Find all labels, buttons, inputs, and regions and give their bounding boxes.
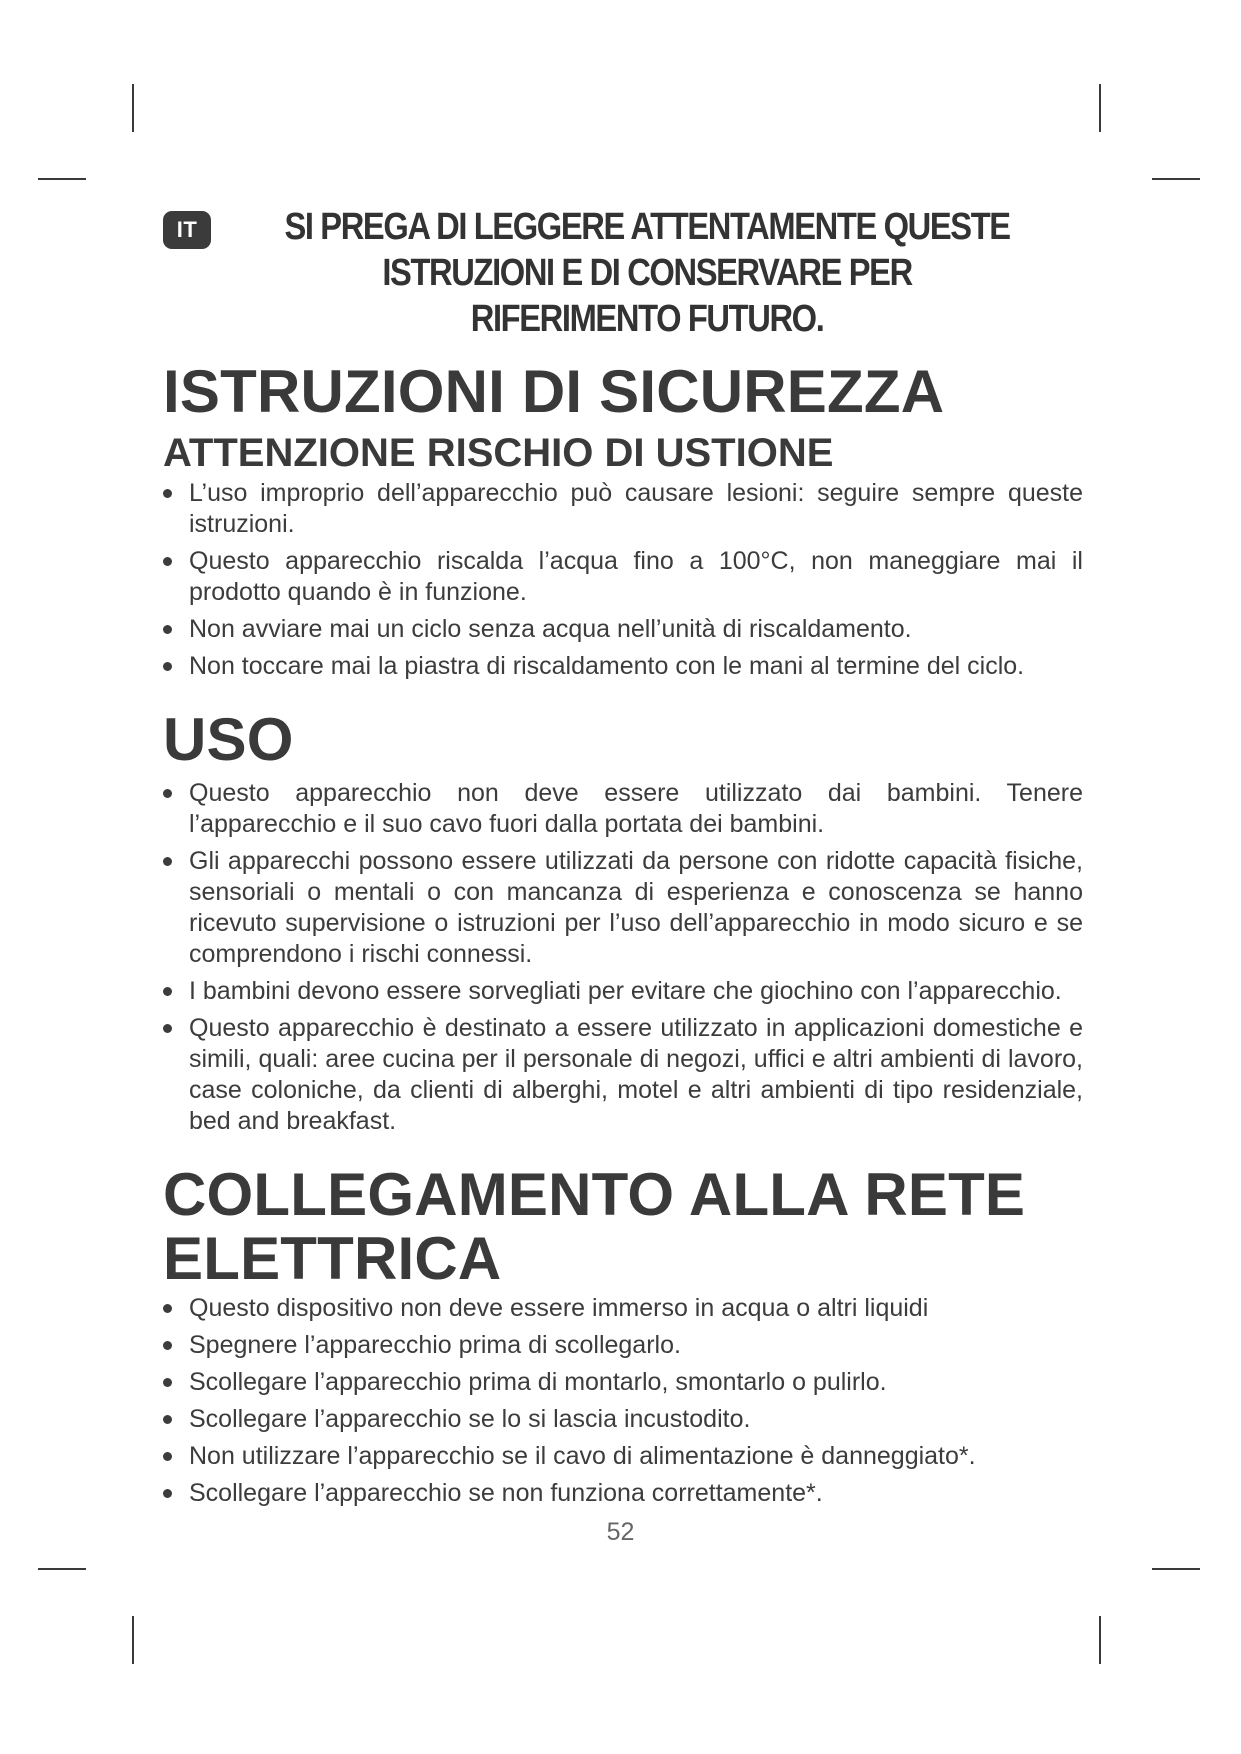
crop-mark-bottom-right-horizontal	[1152, 1568, 1200, 1570]
electrical-list	[163, 1293, 1083, 1509]
list-item: Scollegare l’apparecchio prima di montarlo, smontarlo o pulirlo.	[163, 1367, 1083, 1398]
intro-notice	[230, 204, 1021, 342]
safety-section	[163, 360, 1083, 682]
list-item: Scollegare l’apparecchio se non funziona correttamente*.	[163, 1478, 1083, 1509]
list-item: Questo apparecchio non deve essere utilizzato dai bambini. Tenere l’apparecchio e il suo cavo fuori dalla portata dei bambini.	[163, 778, 1083, 840]
page-number: 52	[606, 1518, 635, 1546]
list-item: L’uso improprio dell’apparecchio può causare lesioni: seguire sempre queste istruzioni.	[163, 478, 1083, 540]
crop-mark-bottom-left-vertical	[132, 1616, 134, 1664]
intro-line-3: RIFERIMENTO FUTURO.	[470, 298, 824, 340]
list-item: I bambini devono essere sorvegliati per evitare che giochino con l’apparecchio.	[163, 976, 1083, 1007]
electrical-section	[163, 1163, 1083, 1509]
intro-line-1: SI PREGA DI LEGGERE ATTENTAMENTE QUESTE	[284, 206, 1010, 248]
usage-section	[163, 708, 1083, 1137]
list-item: Questo apparecchio è destinato a essere utilizzato in applicazioni domestiche e simili, quali: aree cucina per il personale di negozi, uffici e altri ambienti di lavoro, case coloniche, da clienti di alberghi, motel e altri ambienti di tipo residenziale, bed and breakfast.	[163, 1013, 1083, 1137]
list-item: Non utilizzare l’apparecchio se il cavo di alimentazione è danneggiato*.	[163, 1441, 1083, 1472]
electrical-title	[163, 1163, 1083, 1291]
electrical-title-line-2: ELETTRICA	[163, 1225, 502, 1292]
electrical-title-line-1: COLLEGAMENTO ALLA RETE	[163, 1161, 1026, 1228]
crop-mark-top-left-vertical	[132, 84, 134, 132]
list-item: Non toccare mai la piastra di riscaldamento con le mani al termine del ciclo.	[163, 651, 1083, 682]
list-item: Scollegare l’apparecchio se lo si lascia incustodito.	[163, 1404, 1083, 1435]
crop-mark-top-right-horizontal	[1152, 178, 1200, 180]
list-item: Spegnere l’apparecchio prima di scollegarlo.	[163, 1330, 1083, 1361]
page-content	[163, 200, 1083, 1515]
burn-warning-subtitle: ATTENZIONE RISCHIO DI USTIONE	[163, 431, 834, 475]
list-item: Questo dispositivo non deve essere immerso in acqua o altri liquidi	[163, 1293, 1083, 1324]
language-badge: IT	[163, 211, 211, 249]
usage-list	[163, 778, 1083, 1137]
safety-title: ISTRUZIONI DI SICUREZZA	[163, 358, 945, 425]
crop-mark-bottom-left-horizontal	[38, 1568, 86, 1570]
crop-mark-top-left-horizontal	[38, 178, 86, 180]
intro-line-2: ISTRUZIONI E DI CONSERVARE PER	[382, 252, 912, 294]
usage-title: USO	[163, 706, 294, 773]
crop-mark-top-right-vertical	[1099, 84, 1101, 132]
list-item: Questo apparecchio riscalda l’acqua fino a 100°C, non maneggiare mai il prodotto quando è in funzione.	[163, 546, 1083, 608]
safety-list	[163, 478, 1083, 682]
list-item: Non avviare mai un ciclo senza acqua nell’unità di riscaldamento.	[163, 614, 1083, 645]
list-item: Gli apparecchi possono essere utilizzati da persone con ridotte capacità fisiche, sensoriali o mentali o con mancanza di esperienza e conoscenza se hanno ricevuto supervisione o istruzioni per l’uso dell’apparecchio in modo sicuro e se comprendono i rischi connessi.	[163, 846, 1083, 970]
crop-mark-bottom-right-vertical	[1099, 1616, 1101, 1664]
